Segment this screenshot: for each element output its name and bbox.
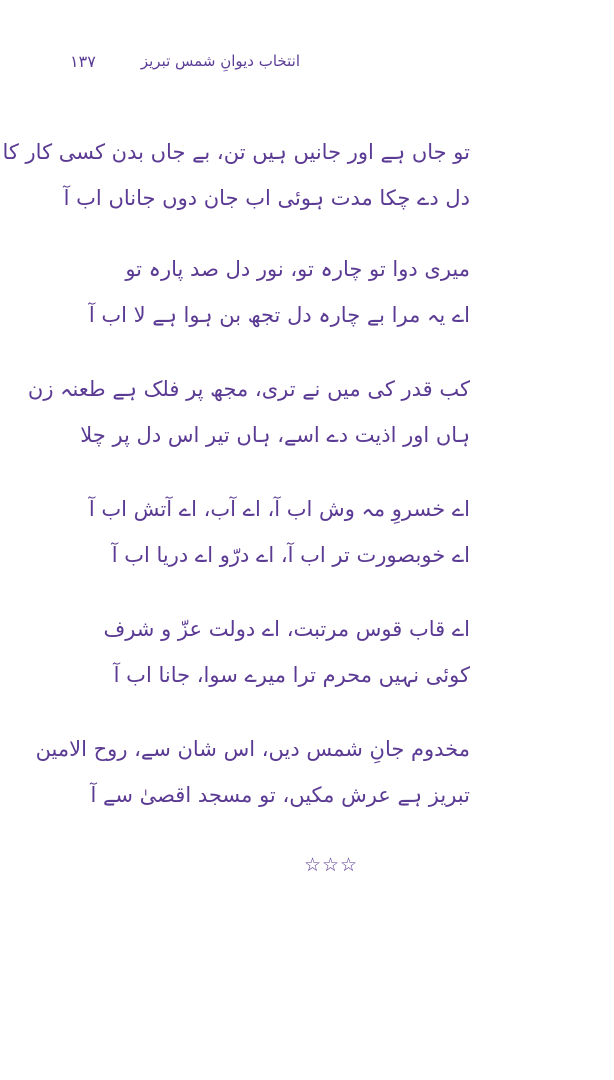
- stanza: [27, 366, 470, 458]
- verse-line: اے یہ مرا بے چارہ دل تجھ بن ہوا ہے لا اب آ: [88, 303, 470, 327]
- verse-line: تبریز ہے عرش مکیں، تو مسجد اقصیٰ سے آ: [90, 783, 470, 807]
- end-mark-stars: ☆☆☆: [303, 854, 359, 876]
- stanza: [35, 726, 470, 818]
- page-number: ۱۳۷: [70, 51, 96, 71]
- running-header: [70, 44, 300, 78]
- verse-line: تو جاں ہے اور جانیں ہیں تن، بے جاں بدن کسی کار کا: [2, 140, 470, 164]
- verse-line: ہاں اور اذیت دے اسے، ہاں تیر اس دل پر چلا: [80, 423, 470, 447]
- stanza: [103, 606, 470, 698]
- stanza: [2, 129, 470, 221]
- verse-line: اے قاب قوس مرتبت، اے دولت عزّ و شرف: [103, 617, 470, 641]
- verse-line: دل دے چکا مدت ہوئی اب جان دوں جاناں اب آ: [63, 186, 470, 210]
- verse-line: کب قدر کی میں نے تری، مجھ پر فلک ہے طعنہ زن: [27, 377, 470, 401]
- verse-line: اے خسروِ مہ وش اب آ، اے آب، اے آتش اب آ: [88, 497, 470, 521]
- verse-line: اے خوبصورت تر اب آ، اے درّو اے دریا اب آ: [111, 543, 470, 567]
- verse-line: مخدوم جانِ شمس دیں، اس شان سے، روح الامین: [35, 737, 470, 761]
- header-title: انتخاب دیوانِ شمس تبریز: [140, 52, 300, 70]
- verse-line: کوئی نہیں محرم ترا میرے سوا، جانا اب آ: [113, 663, 470, 687]
- stanza: [88, 246, 470, 338]
- stanza: [88, 486, 470, 578]
- verse-line: میری دوا تو چارہ تو، نور دل صد پارہ تو: [125, 257, 470, 281]
